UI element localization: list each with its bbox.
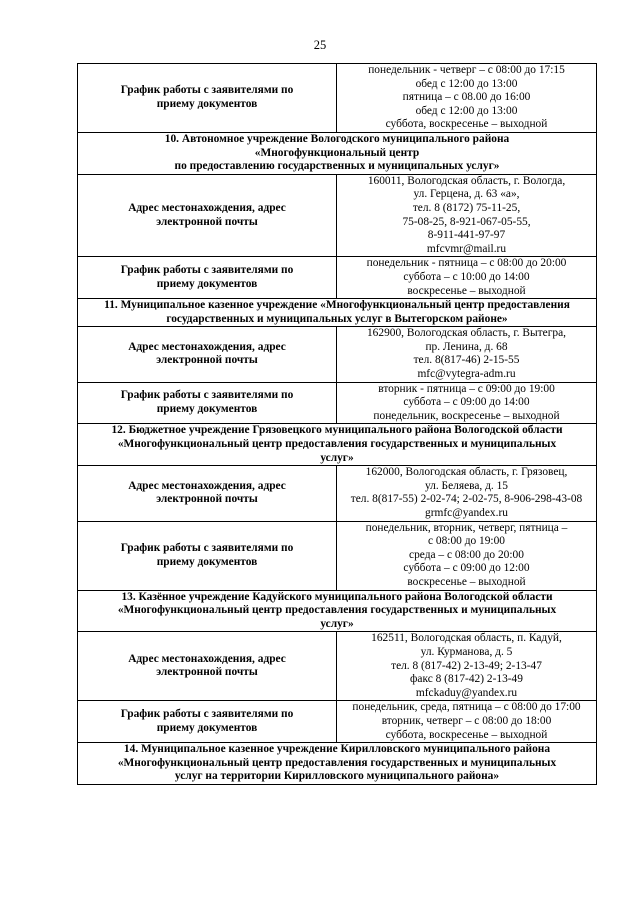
row-label-line: Адрес местонахождения, адрес xyxy=(128,340,286,353)
row-value-line: тел. 8 (8172) 75-11-25, xyxy=(412,201,521,214)
row-label-line: электронной почты xyxy=(156,354,258,367)
row-value-line: mfc@vytegra-adm.ru xyxy=(417,368,516,381)
row-label xyxy=(78,382,337,424)
row-label-line: электронной почты xyxy=(156,666,258,679)
row-value-line: 162900, Вологодская область, г. Вытегра, xyxy=(366,327,566,340)
row-value-line: понедельник - четверг – с 08:00 до 17:15 xyxy=(368,64,565,76)
table-row xyxy=(78,174,597,257)
row-label xyxy=(78,174,337,257)
section-header xyxy=(78,299,597,327)
row-label-line: Адрес местонахождения, адрес xyxy=(128,201,286,214)
row-value-line: тел. 8(817-55) 2-02-74; 2-02-75, 8-906-298-43-08 xyxy=(350,493,583,506)
section-header-line: «Многофункциональный центр предоставления государственных и муниципальных xyxy=(117,438,557,451)
row-value-line: понедельник, вторник, четверг, пятница – xyxy=(365,521,568,534)
row-value-line: суббота – с 09:00 до 12:00 xyxy=(403,562,530,575)
row-value-line: факс 8 (817-42) 2-13-49 xyxy=(410,673,523,686)
row-label-line: Адрес местонахождения, адрес xyxy=(128,652,286,665)
row-value xyxy=(337,174,597,257)
mfc-info-table xyxy=(77,63,597,785)
row-value-line: понедельник, среда, пятница – с 08:00 до 17:00 xyxy=(352,701,581,714)
section-header-row xyxy=(78,743,597,785)
row-label xyxy=(78,64,337,133)
section-header xyxy=(78,424,597,466)
row-label-line: График работы с заявителями по xyxy=(120,708,294,721)
row-value-line: воскресенье – выходной xyxy=(407,284,526,297)
table-row xyxy=(78,382,597,424)
row-value xyxy=(337,701,597,743)
row-value-line: 162000, Вологодская область, г. Грязовец, xyxy=(365,466,568,479)
row-value-line: mfcvmr@mail.ru xyxy=(426,242,507,255)
section-header-line: 13. Казённое учреждение Кадуйского муниципального района Вологодской области xyxy=(121,590,553,603)
row-value-line: тел. 8 (817-42) 2-13-49; 2-13-47 xyxy=(391,659,542,672)
section-header xyxy=(78,132,597,174)
row-value-line: воскресенье – выходной xyxy=(407,575,526,588)
row-value-line: вторник, четверг – с 08:00 до 18:00 xyxy=(381,714,552,727)
row-label-line: График работы с заявителями по xyxy=(120,84,294,97)
row-label xyxy=(78,632,337,701)
row-value xyxy=(337,257,597,299)
row-label-line: График работы с заявителями по xyxy=(120,389,294,402)
table-body xyxy=(78,64,597,785)
section-header xyxy=(78,590,597,632)
row-value-line: ул. Курманова, д. 5 xyxy=(420,645,513,658)
section-header-row xyxy=(78,590,597,632)
row-value xyxy=(337,632,597,701)
row-value xyxy=(337,327,597,382)
row-value-line: с 08:00 до 19:00 xyxy=(428,535,505,548)
row-label-line: приему документов xyxy=(156,97,258,110)
row-label-line: Адрес местонахождения, адрес xyxy=(128,479,286,492)
row-value-line: понедельник - пятница – с 08:00 до 20:00 xyxy=(366,257,567,270)
table-row xyxy=(78,521,597,590)
row-label-line: приему документов xyxy=(156,403,258,416)
row-label-line: приему документов xyxy=(156,277,258,290)
row-label-line: приему документов xyxy=(156,555,258,568)
row-value-line: пятница – с 08.00 до 16:00 xyxy=(402,91,531,104)
row-value xyxy=(337,64,597,133)
row-value-line: grmfc@yandex.ru xyxy=(425,507,508,519)
row-label xyxy=(78,521,337,590)
row-value xyxy=(337,521,597,590)
section-header-row xyxy=(78,424,597,466)
table-row xyxy=(78,257,597,299)
row-label xyxy=(78,701,337,743)
section-header-line: услуг на территории Кирилловского муниципального района» xyxy=(174,770,500,783)
row-label-line: График работы с заявителями по xyxy=(120,541,294,554)
section-header-line: «Многофункциональный центр xyxy=(254,146,420,159)
section-header-line: 10. Автономное учреждение Вологодского муниципального района xyxy=(164,132,510,145)
row-value-line: пр. Ленина, д. 68 xyxy=(425,340,508,353)
table-row xyxy=(78,327,597,382)
row-value-line: среда – с 08:00 до 20:00 xyxy=(409,548,524,561)
row-label xyxy=(78,466,337,521)
section-header-line: государственных и муниципальных услуг в Вытегорском районе» xyxy=(166,312,508,325)
section-header-line: «Многофункциональный центр предоставления государственных и муниципальных xyxy=(117,604,557,617)
row-value-line: 8-911-441-97-97 xyxy=(427,229,506,242)
row-value-line: обед с 12:00 до 13:00 xyxy=(415,77,518,90)
section-header-line: услуг» xyxy=(320,451,354,464)
section-header-line: услуг» xyxy=(320,617,354,630)
table-row xyxy=(78,466,597,521)
section-header xyxy=(78,743,597,785)
row-value-line: ул. Герцена, д. 63 «а», xyxy=(413,188,520,201)
table-row xyxy=(78,701,597,743)
table-row xyxy=(78,632,597,701)
row-value-line: суббота – с 09:00 до 14:00 xyxy=(403,396,530,409)
row-value-line: суббота – с 10:00 до 14:00 xyxy=(403,270,530,283)
section-header-row xyxy=(78,132,597,174)
row-label-line: График работы с заявителями по xyxy=(120,264,294,277)
row-value-line: ул. Беляева, д. 15 xyxy=(424,479,508,492)
row-label-line: электронной почты xyxy=(156,493,258,506)
section-header-line: 14. Муниципальное казенное учреждение Кирилловского муниципального района xyxy=(123,743,551,756)
row-value-line: суббота, воскресенье – выходной xyxy=(385,118,548,131)
row-value-line: 162511, Вологодская область, п. Кадуй, xyxy=(371,632,562,645)
section-header-row xyxy=(78,299,597,327)
page-number: 25 xyxy=(313,38,327,52)
section-header-line: 12. Бюджетное учреждение Грязовецкого муниципального района Вологодской области xyxy=(111,424,563,437)
section-header-line: «Многофункциональный центр предоставления государственных и муниципальных xyxy=(117,756,557,769)
row-value xyxy=(337,382,597,424)
row-value xyxy=(337,466,597,521)
row-value-line: вторник - пятница – с 09:00 до 19:00 xyxy=(378,382,555,395)
row-value-line: обед с 12:00 до 13:00 xyxy=(415,104,518,117)
row-value-line: суббота, воскресенье – выходной xyxy=(385,728,548,741)
row-value-line: 75-08-25, 8-921-067-05-55, xyxy=(402,215,531,228)
row-label xyxy=(78,327,337,382)
table-row xyxy=(78,64,597,133)
row-value-line: понедельник, воскресенье – выходной xyxy=(373,409,560,422)
row-label-line: электронной почты xyxy=(156,215,258,228)
row-value-line: 160011, Вологодская область, г. Вологда, xyxy=(367,174,566,187)
row-label-line: приему документов xyxy=(156,721,258,734)
section-header-line: 11. Муниципальное казенное учреждение «Многофункциональный центр предоставления xyxy=(104,299,570,312)
row-value-line: тел. 8(817-46) 2-15-55 xyxy=(413,354,520,367)
section-header-line: по предоставлению государственных и муниципальных услуг» xyxy=(174,160,500,173)
row-value-line: mfckaduy@yandex.ru xyxy=(415,686,518,699)
row-label xyxy=(78,257,337,299)
